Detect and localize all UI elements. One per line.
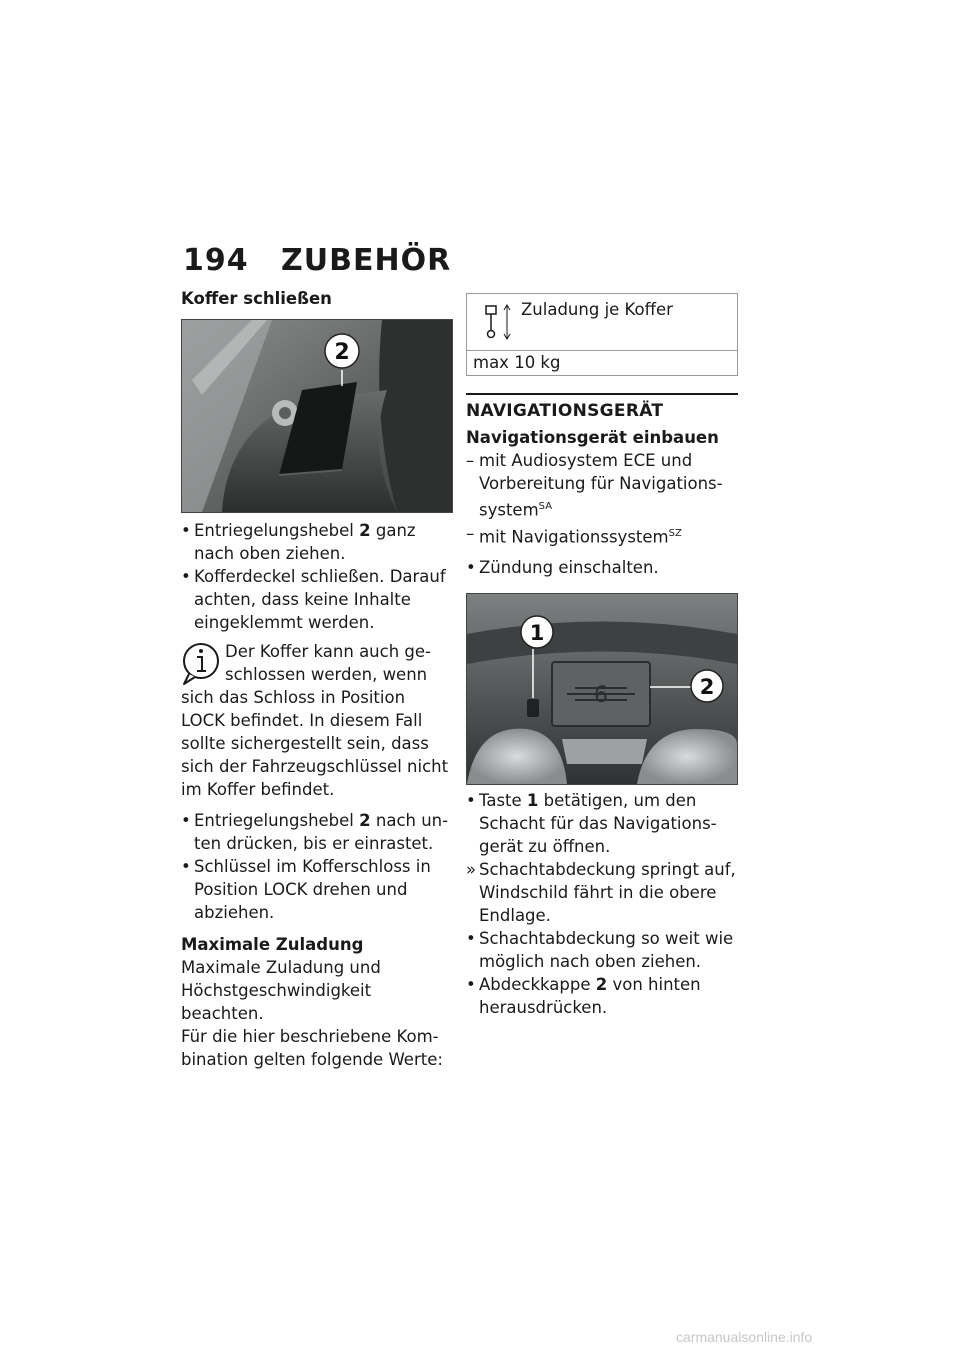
- page-number: 194: [183, 243, 249, 278]
- info-note: Der Koffer kann auch geschlossen werden, wenn sich das Schloss in Position LOCK befindet. In diesem Fall sollte sichergestellt sein, dass sich der Fahrzeugschlüssel nicht im Koffer befindet.: [181, 642, 449, 799]
- list-item: • Abdeckkappe 2 von hinten herausdrücken.: [466, 975, 701, 1017]
- figure-label-2: 2: [334, 340, 350, 365]
- left-column: [181, 288, 453, 1071]
- requirements-list: [466, 449, 738, 548]
- load-text: Maximale Zuladung und Höchstgeschwindigkeit beachten.: [181, 958, 381, 1023]
- watermark[interactable]: carmanualsonline.info: [676, 1329, 813, 1345]
- load-table-value: max 10 kg: [473, 353, 561, 372]
- lock-steps-list: [181, 809, 453, 924]
- section-navigation: NAVIGATIONSGERÄT: [466, 393, 738, 422]
- list-item: » Schachtabdeckung springt auf, Windschild fährt in die obere Endlage.: [466, 860, 736, 925]
- list-item: • Schlüssel im Kofferschloss in Position LOCK drehen und abziehen.: [181, 857, 431, 922]
- load-table-header: [467, 294, 737, 351]
- page-header: [183, 243, 451, 278]
- figure-label-1: 1: [529, 621, 545, 645]
- load-values-text: Für die hier beschriebene Kombination gelten folgende Werte:: [181, 1027, 443, 1069]
- heading-close-case: Koffer schließen: [181, 289, 332, 308]
- load-table: [466, 293, 738, 376]
- nav-steps-list: [466, 789, 738, 1019]
- weight-icon: [481, 302, 515, 340]
- list-item: • Taste 1 betätigen, um den Schacht für das Navigationsgerät zu öffnen.: [466, 791, 717, 856]
- list-item: • Entriegelungshebel 2 nach unten drücken, bis er einrastet.: [181, 811, 449, 853]
- list-item: • Kofferdeckel schließen. Darauf achten, dass keine Inhalte eingeklemmt werden.: [181, 567, 446, 632]
- heading-install-nav: Navigationsgerät einbauen: [466, 428, 719, 447]
- figure-label-2: 2: [699, 675, 715, 699]
- figure-nav-slot: [466, 593, 738, 785]
- section-title: ZUBEHÖR: [281, 243, 452, 278]
- list-item: – mit Audiosystem ECE und Vorbereitung für Navigationssystem$^{SA}$: [466, 451, 723, 520]
- right-column: [466, 293, 738, 1019]
- close-steps-list: [181, 519, 453, 634]
- list-item: • Schachtabdeckung so weit wie möglich nach oben ziehen.: [466, 929, 734, 971]
- list-item: – mit Navigationssystem$^{SZ}$: [466, 523, 682, 546]
- info-icon: [181, 640, 221, 686]
- list-item: • Entriegelungshebel 2 ganz nach oben ziehen.: [181, 521, 416, 563]
- svg-text:6: 6: [594, 683, 608, 708]
- ignition-list: [466, 556, 738, 579]
- load-table-label: Zuladung je Koffer: [521, 300, 673, 319]
- list-item: • Zündung einschalten.: [466, 558, 659, 577]
- heading-max-load: Maximale Zuladung: [181, 935, 364, 954]
- figure-case-lever: [181, 319, 453, 513]
